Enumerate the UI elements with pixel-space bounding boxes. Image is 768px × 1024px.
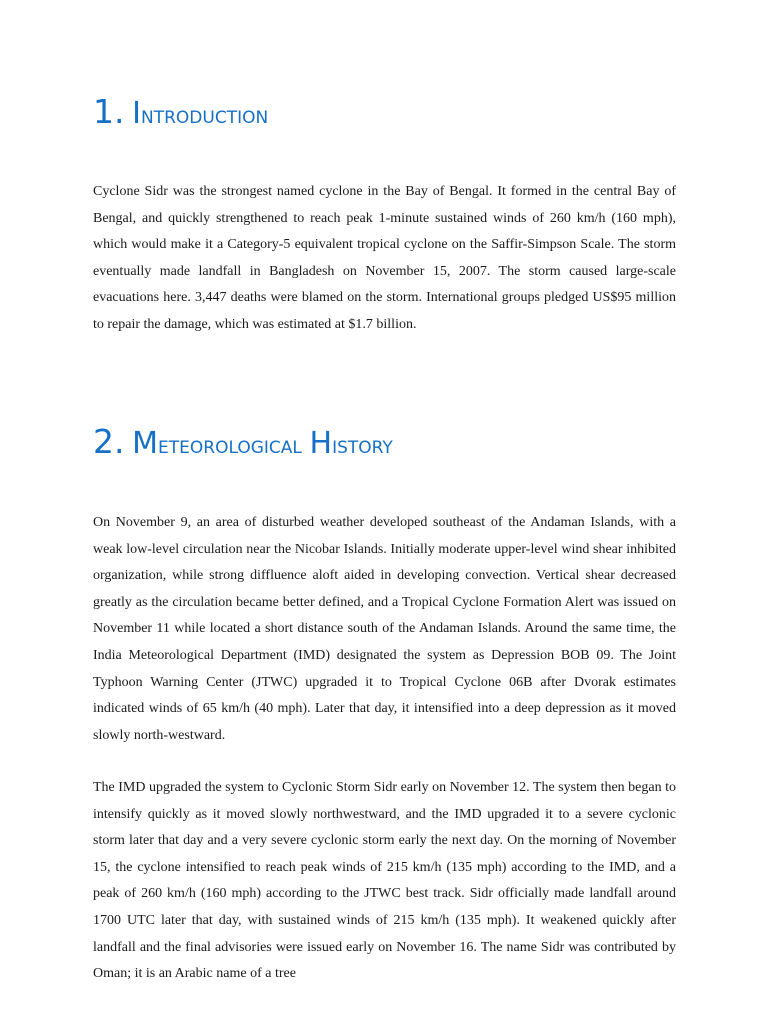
paragraph: Cyclone Sidr was the strongest named cyclone in the Bay of Bengal. It formed in the central Bay of Bengal, and quickly strengthened to reach peak 1-minute sustained winds of 260 km/h (160 mph), which would make it a Category-5 equivalent tropical cyclone on the Saffir-Simpson Scale. The storm eventually made landfall in Bangladesh on November 15, 2007. The storm caused large-scale evacuations here. 3,447 deaths were blamed on the storm. International groups pledged US$95 million to repair the damage, which was estimated at $1.7 billion. <box>93 184 676 332</box>
heading-rest-2: istory <box>332 431 393 459</box>
paragraph: The IMD upgraded the system to Cyclonic Storm Sidr early on November 12. The system then began to intensify quickly as it moved slowly northwestward, and the IMD upgraded it to a severe cyclonic storm later that day and a very severe cyclonic storm early the next day. On the morning of November 15, the cyclone intensified to reach peak winds of 215 km/h (135 mph) according to the IMD, and a peak of 260 km/h (160 mph) according to the JTWC best track. Sidr officially made landfall around 1700 UTC later that day, with sustained winds of 215 km/h (135 mph). It weakened quickly after landfall and the final advisories were issued early on November 16. The name Sidr was contributed by Oman; it is an Arabic name of a tree <box>93 780 676 982</box>
section-number: 2. <box>93 422 125 461</box>
heading-rest: ntroduction <box>141 101 269 129</box>
section-number: 1. <box>93 92 125 131</box>
paragraph: On November 9, an area of disturbed weather developed southeast of the Andaman Islands, with a weak low-level circulation near the Nicobar Islands. Initially moderate upper-level wind shear inhibited organization, while strong diffluence aloft aided in developing convection. Vertical shear decreased greatly as the circulation became better defined, and a Tropical Cyclone Formation Alert was issued on November 11 while located a short distance south of the Andaman Islands. Around the same time, the India Meteorological Department (IMD) designated the system as Depression BOB 09. The Joint Typhoon Warning Center (JTWC) upgraded it to Tropical Cyclone 06B after Dvorak estimates indicated winds of 65 km/h (40 mph). Later that day, it intensified into a deep depression as it moved slowly north-westward. <box>93 515 676 743</box>
heading-initial-2: H <box>309 426 333 461</box>
heading-rest: eteorological <box>158 431 302 459</box>
heading-initial: I <box>132 96 141 131</box>
section-heading-meteorological-history <box>93 422 393 461</box>
section-heading-introduction <box>93 92 269 131</box>
heading-initial: M <box>132 426 159 461</box>
